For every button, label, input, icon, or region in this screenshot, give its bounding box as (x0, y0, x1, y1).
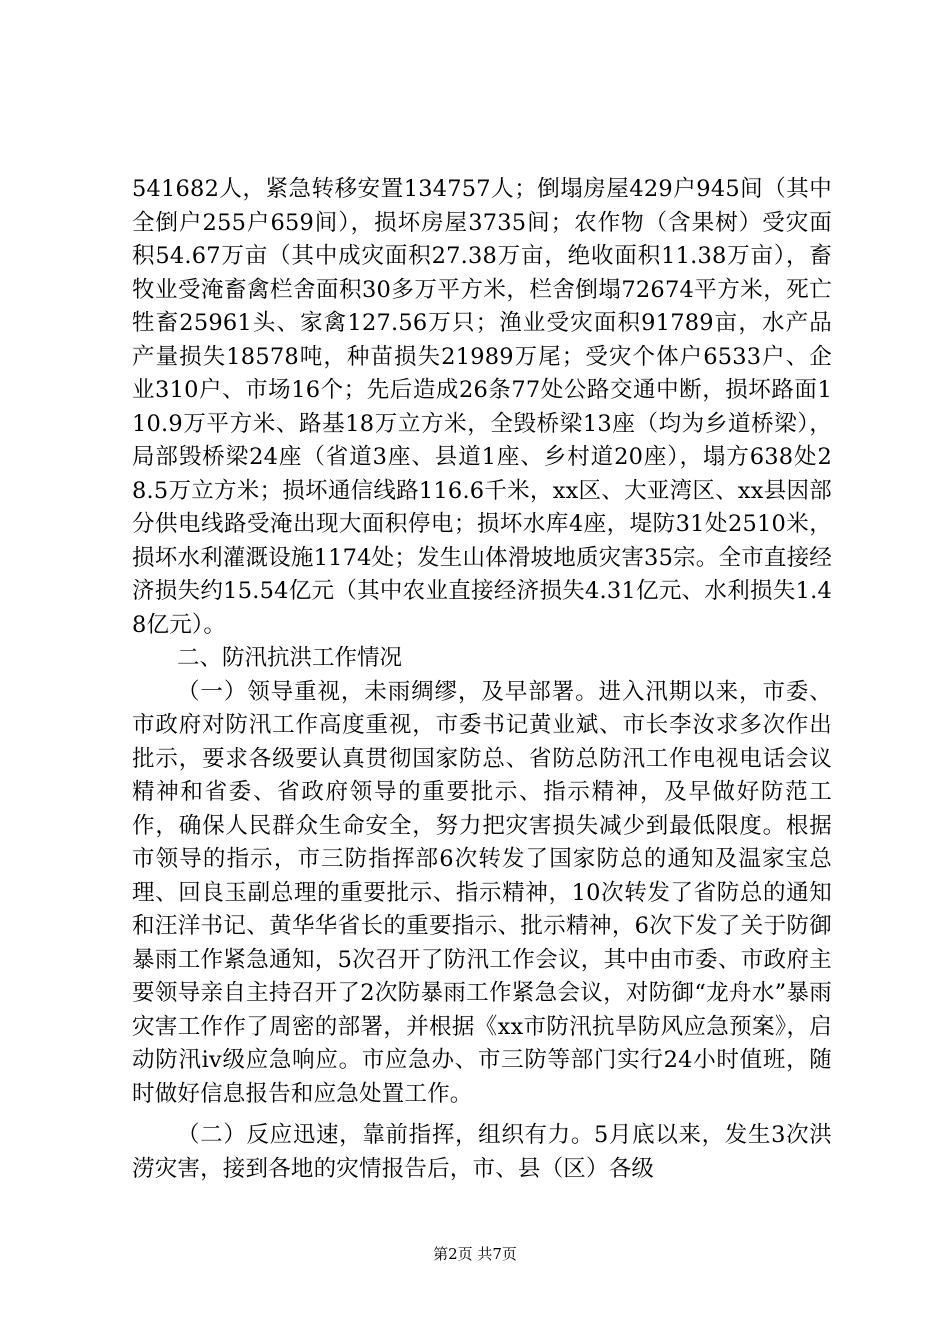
page-footer: 第2页 共7页 (433, 1245, 517, 1263)
paragraph-leadership: （一）领导重视，未雨绸缪，及早部署。进入汛期以来，市委、市政府对防汛工作高度重视，市委书记黄业斌、市长李汝求多次作出批示，要求各级要认真贯彻国家防总、省防总防汛工作电视电话会议精神和省委、省政府领导的重要批示、指示精神，及早做好防范工作，确保人民群众生命安全，努力把灾害损失减少到最低限度。根据市领导的指示，市三防指挥部6次转发了国家防总的通知及温家宝总理、回良玉副总理的重要批示、指示精神，10次转发了省防总的通知和汪洋书记、黄华华省长的重要指示、批示精神，6次下发了关于防御暴雨工作紧急通知，5次召开了防汛工作会议，其中由市委、市政府主要领导亲自主持召开了2次防暴雨工作紧急会议，对防御“龙舟水”暴雨灾害工作作了周密的部署，并根据《xx市防汛抗旱防风应急预案》，启动防汛iv级应急响应。市应急办、市三防等部门实行24小时值班，随时做好信息报告和应急处置工作。 (132, 678, 832, 1107)
paragraph-disaster-losses: 541682人，紧急转移安置134757人；倒塌房屋429户945间（其中全倒户255户659间），损坏房屋3735间；农作物（含果树）受灾面积54.67万亩（其中成灾面积27.38万亩，绝收面积11.38万亩），畜牧业受淹畜禽栏舍面积30多万平方米，栏舍倒塌72674平方米，死亡牲畜25961头、家禽127.56万只；渔业受灾面积91789亩，水产品产量损失18578吨，种苗损失21989万尾；受灾个体户6533户、企业310户、市场16个；先后造成26条77处公路交通中断，损坏路面110.9万平方米、路基18万立方米，全毁桥梁13座（均为乡道桥梁），局部毁桥梁24座（省道3座、县道1座、乡村道20座），塌方638处28.5万立方米；损坏通信线路116.6千米，xx区、大亚湾区、xx县因部分供电线路受淹出现大面积停电；损坏水库4座，堤防31处2510米，损坏水利灌溉设施1174处；发生山体滑坡地质灾害35宗。全市直接经济损失约15.54亿元（其中农业直接经济损失4.31亿元、水利损失1.48亿元）。 (132, 176, 832, 638)
paragraph-response: （二）反应迅速，靠前指挥，组织有力。5月底以来，发生3次洪涝灾害，接到各地的灾情报告后，市、县（区）各级 (132, 1122, 832, 1182)
section-heading-flood-control: 二、防汛抗洪工作情况 (177, 645, 403, 671)
document-body (132, 173, 832, 1186)
